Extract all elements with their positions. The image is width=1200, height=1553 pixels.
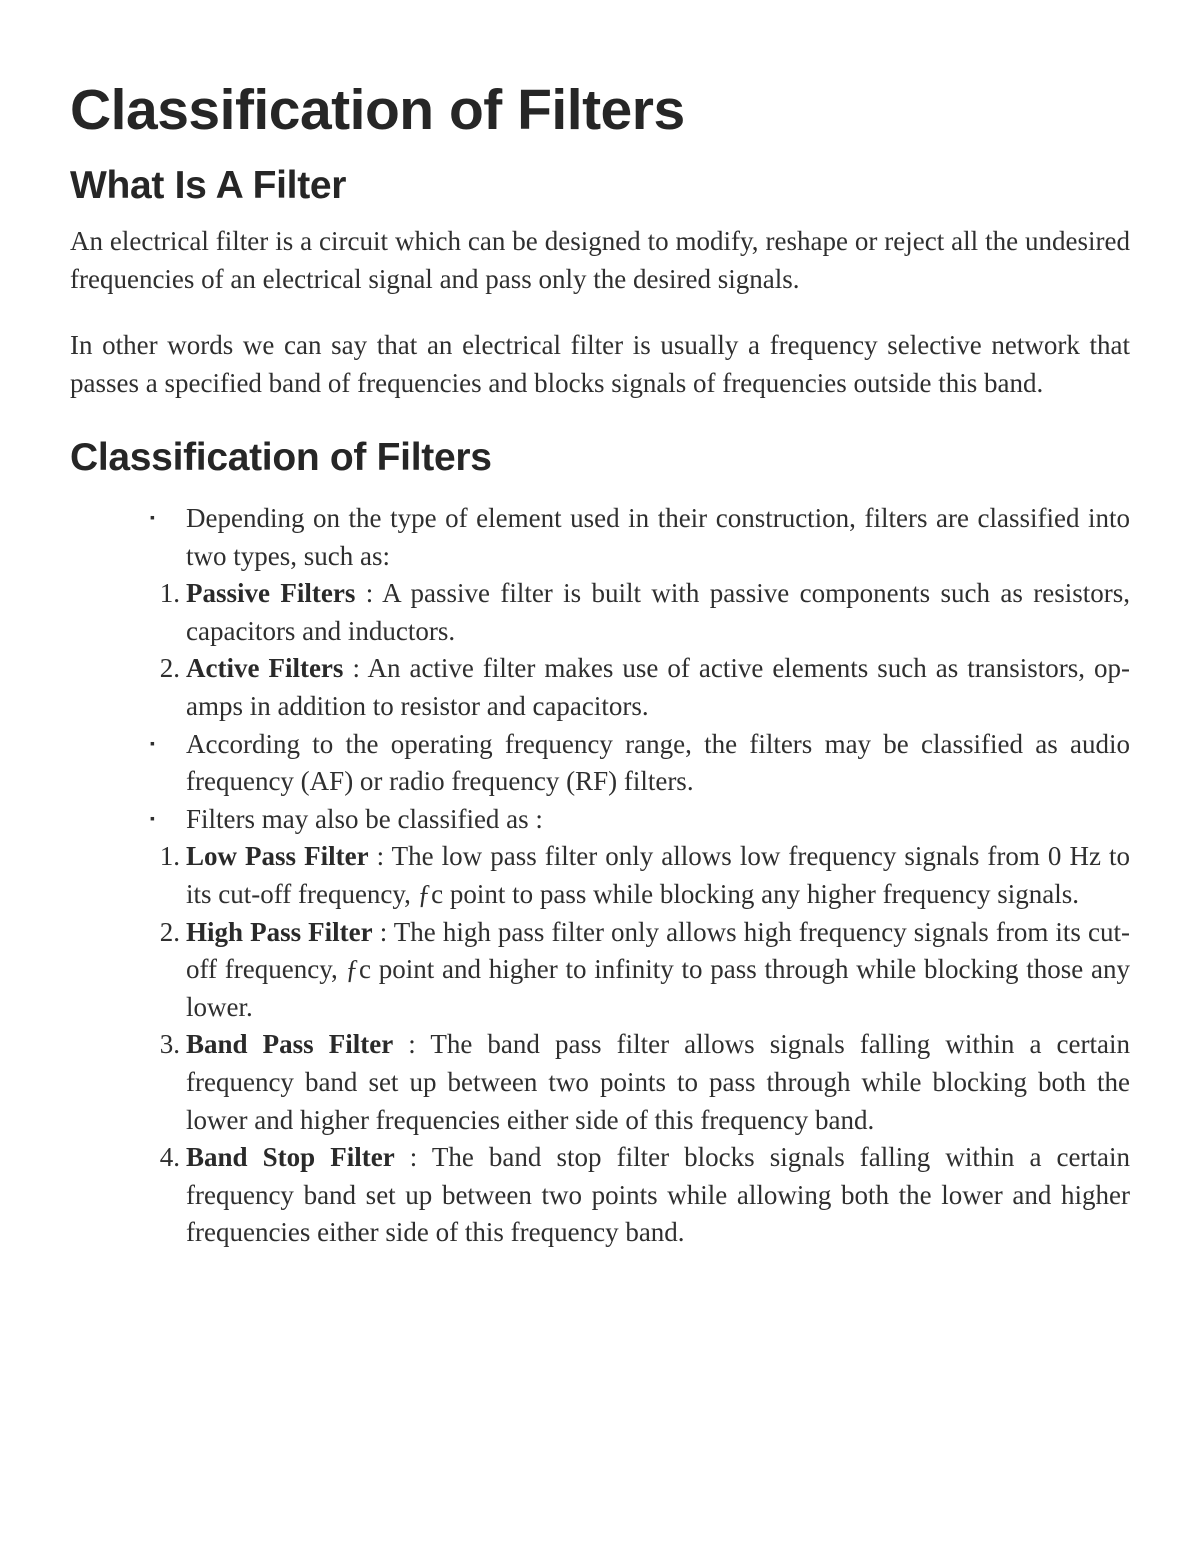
list-item-text: : A passive filter is built with passive components such as resistors, capacitors and inductors.: [186, 578, 1130, 646]
list-item-lead: Band Pass Filter: [186, 1029, 394, 1060]
list-item-lead: Low Pass Filter: [186, 841, 369, 872]
list-item-text: Depending on the type of element used in their construction, filters are classified into two types, such as:: [186, 503, 1130, 571]
list-number: 1.: [159, 841, 180, 872]
square-bullet-icon: ▪: [150, 736, 155, 752]
list-number: 2.: [159, 916, 180, 947]
document-page: [70, 72, 1130, 1252]
list-item-text: : An active filter makes use of active elements such as transistors, op-amps in addition to resistor and capacitors.: [186, 653, 1131, 721]
list-item-lead: High Pass Filter: [186, 916, 373, 947]
list-item-text: : The low pass filter only allows low frequency signals from 0 Hz to its cut-off frequency, ƒc point to pass while blocking any higher frequency signals.: [186, 841, 1130, 909]
list-item: [70, 914, 1130, 1027]
section-heading-classification: Classification of Filters: [70, 436, 492, 479]
section-heading-what-is-a-filter: What Is A Filter: [70, 164, 347, 207]
page-title: Classification of Filters: [70, 78, 685, 142]
list-item-lead: Passive Filters: [186, 578, 356, 609]
list-item: [70, 650, 1130, 725]
list-number: 2.: [159, 653, 180, 684]
list-item-text: : The band stop filter blocks signals falling within a certain frequency band set up between two points while allowing both the lower and higher frequencies either side of this frequency band.: [186, 1142, 1130, 1248]
list-item-lead: Active Filters: [186, 653, 344, 684]
list-number: 3.: [159, 1029, 180, 1060]
list-item: [70, 500, 1130, 575]
list-item-text: : The high pass filter only allows high frequency signals from its cut-off frequency, ƒc point and higher to infinity to pass through while blocking those any lower.: [186, 916, 1130, 1022]
list-number: 1.: [159, 578, 180, 609]
list-item: [70, 575, 1130, 650]
list-item-text: According to the operating frequency range, the filters may be classified as audio frequency (AF) or radio frequency (RF) filters.: [186, 728, 1130, 797]
paragraph-other-words: In other words we can say that an electrical filter is usually a frequency selective network that passes a specified band of frequencies and blocks signals of frequencies outside this band.: [70, 330, 1130, 398]
list-item: [70, 1139, 1130, 1252]
list-item-lead: Band Stop Filter: [186, 1142, 395, 1173]
classification-list: [70, 500, 1130, 1252]
list-item-text: Filters may also be classified as :: [186, 803, 543, 834]
list-item: [70, 838, 1130, 913]
list-item: [70, 801, 1130, 839]
square-bullet-icon: ▪: [150, 811, 155, 827]
list-item: [70, 726, 1130, 801]
paragraph-definition: An electrical filter is a circuit which can be designed to modify, reshape or reject all the undesired frequencies of an electrical signal and pass only the desired signals.: [70, 226, 1130, 294]
list-number: 4.: [159, 1142, 180, 1173]
square-bullet-icon: ▪: [150, 511, 155, 526]
list-item: [70, 1026, 1130, 1139]
list-item-text: : The band pass filter allows signals falling within a certain frequency band set up between two points to pass through while blocking both the lower and higher frequencies either side of this frequency band.: [186, 1029, 1130, 1135]
